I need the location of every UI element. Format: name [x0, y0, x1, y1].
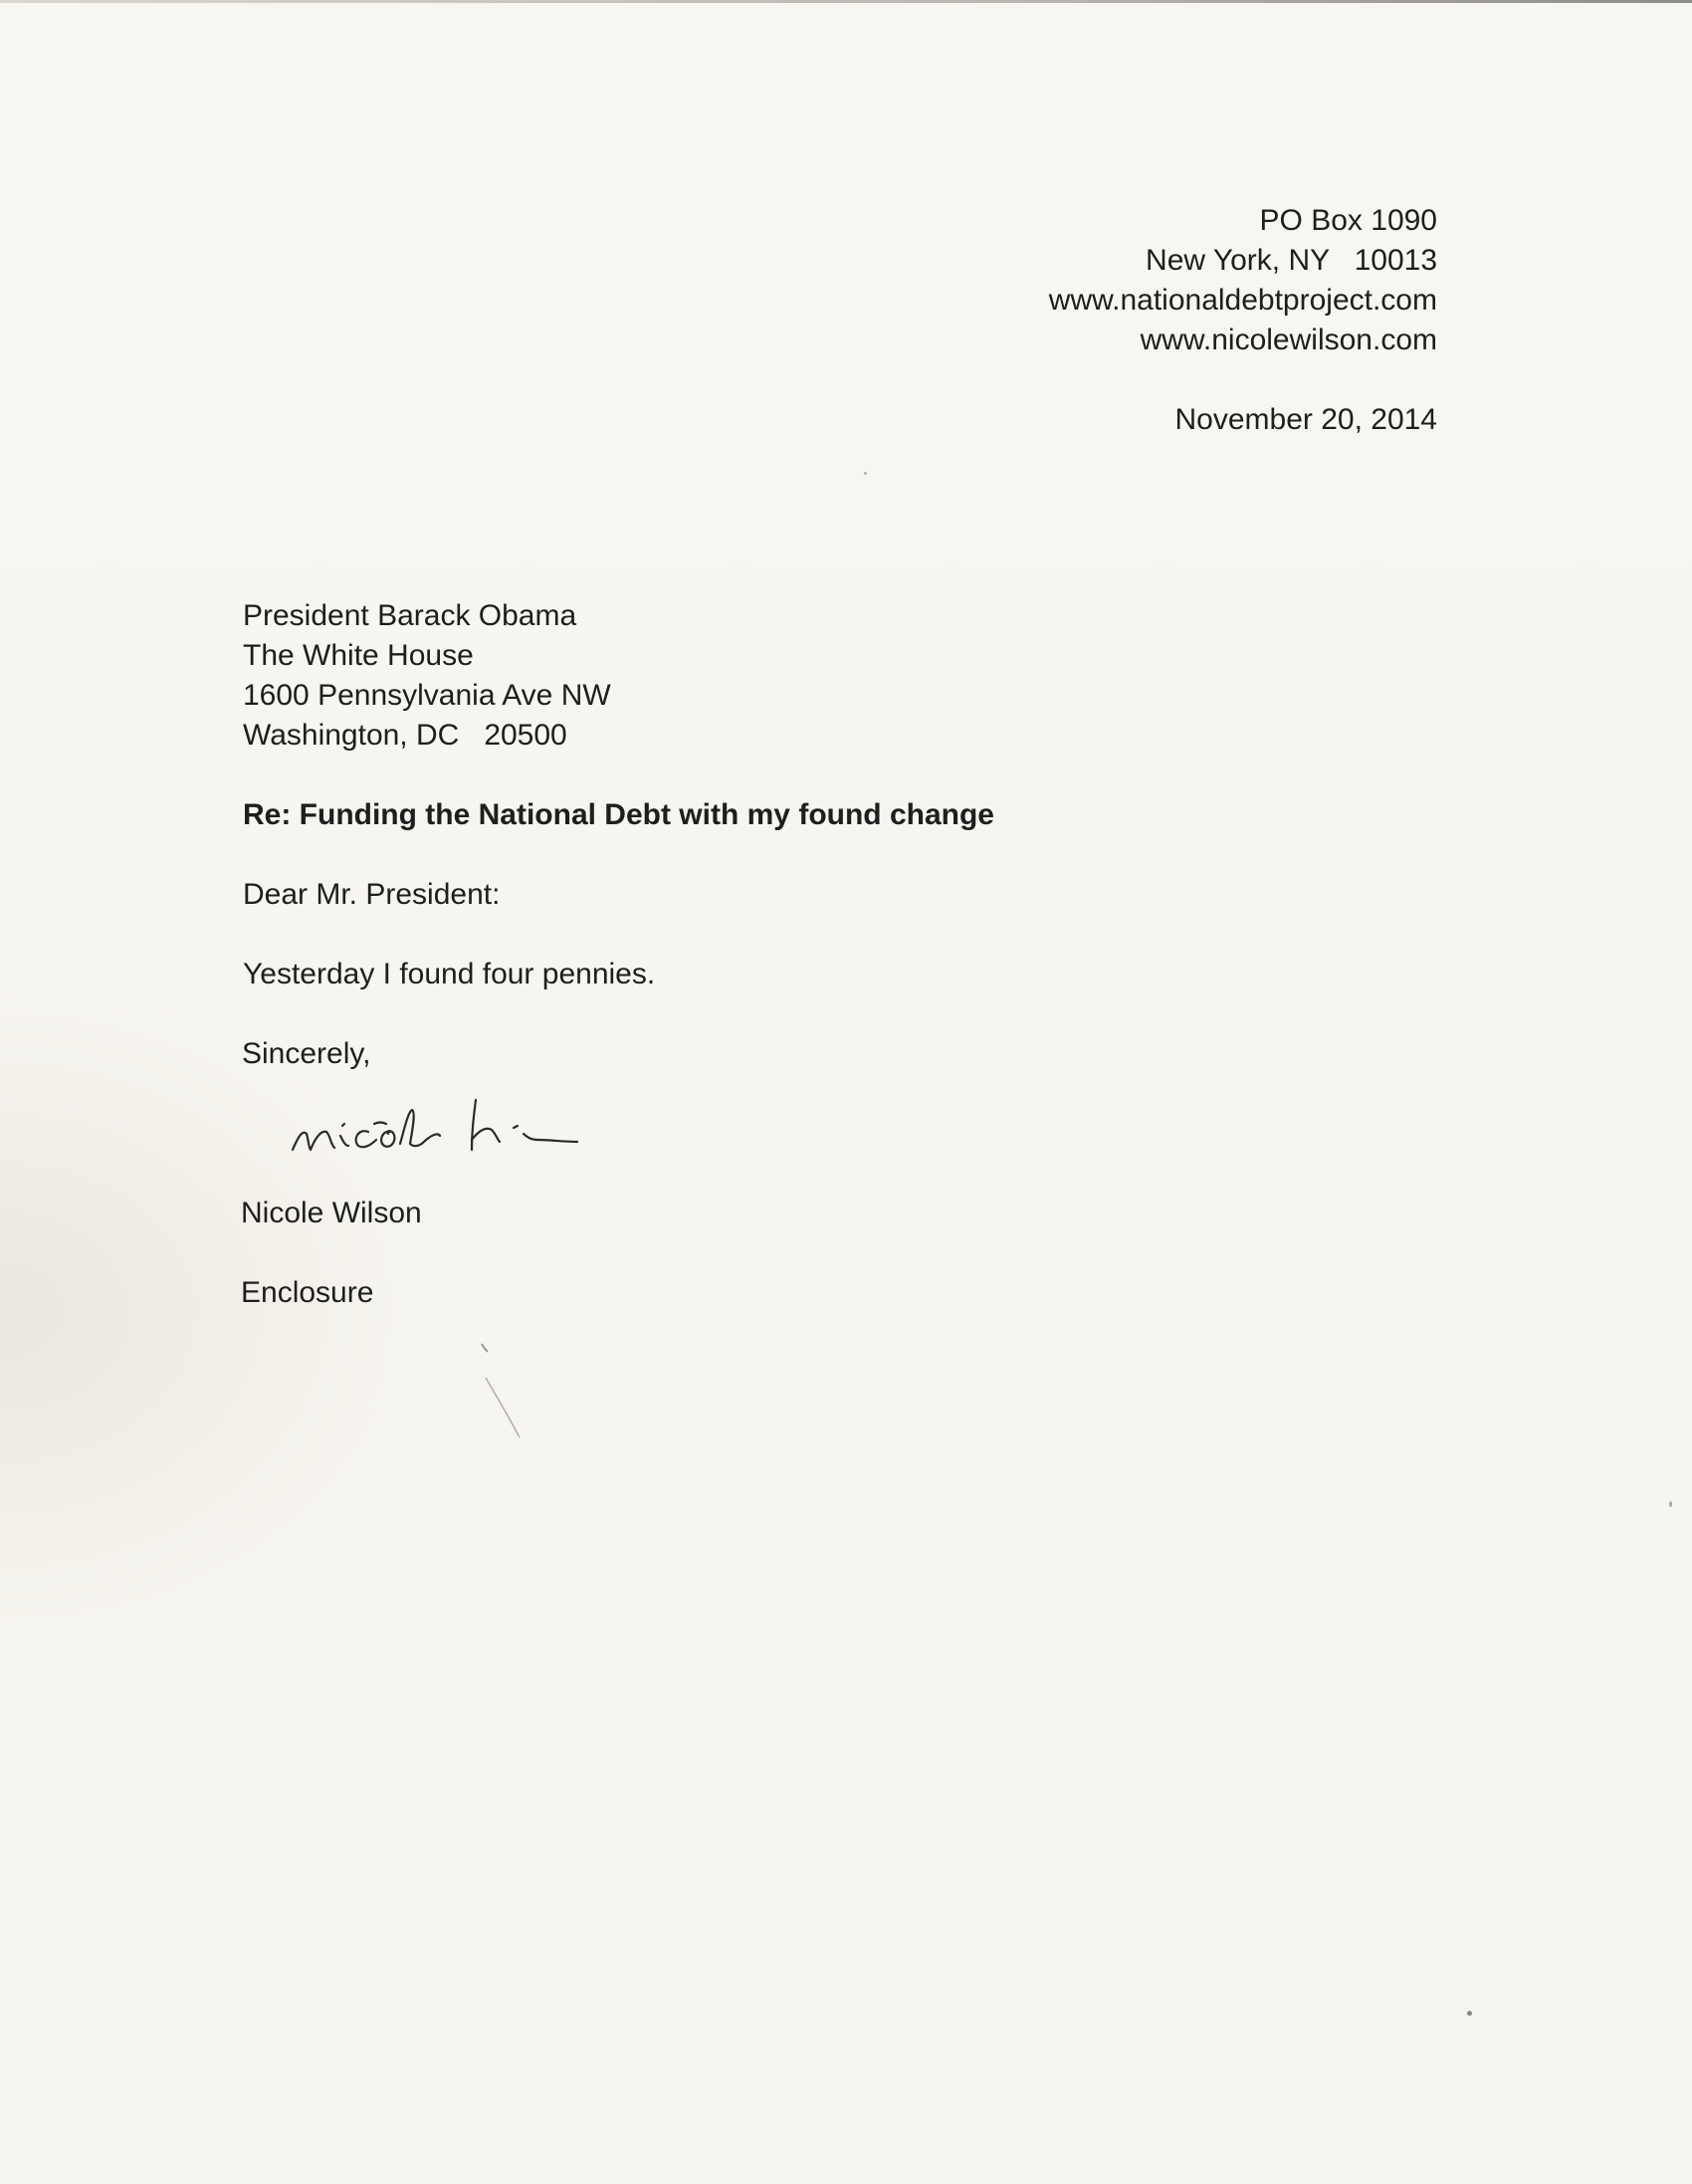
- sender-address-line: PO Box 1090: [1259, 204, 1437, 237]
- recipient-line: President Barack Obama: [243, 599, 577, 632]
- sender-address-line: New York, NY 10013: [1146, 244, 1437, 277]
- paper-speck: [1467, 2011, 1472, 2016]
- scan-edge: [0, 0, 1692, 3]
- paper-scratch-mark: [468, 1334, 537, 1443]
- recipient-line: 1600 Pennsylvania Ave NW: [243, 679, 611, 712]
- recipient-line: Washington, DC 20500: [243, 719, 567, 752]
- salutation: Dear Mr. President:: [243, 878, 501, 911]
- sender-website-line: www.nationaldebtproject.com: [1048, 284, 1437, 317]
- recipient-address: [243, 596, 611, 756]
- closing: Sincerely,: [242, 1037, 371, 1070]
- enclosure-note: Enclosure: [241, 1276, 374, 1309]
- paper-speck: [1669, 1501, 1672, 1507]
- letter-date: November 20, 2014: [1174, 403, 1437, 436]
- paper-speck: [864, 472, 867, 475]
- sender-address: [1049, 201, 1437, 360]
- recipient-line: The White House: [243, 639, 474, 672]
- sender-website-line: www.nicolewilson.com: [1140, 324, 1437, 356]
- handwritten-signature: [289, 1070, 647, 1170]
- signer-name: Nicole Wilson: [241, 1197, 422, 1229]
- subject-line: Re: Funding the National Debt with my found change: [243, 798, 994, 831]
- body-paragraph: Yesterday I found four pennies.: [243, 958, 656, 990]
